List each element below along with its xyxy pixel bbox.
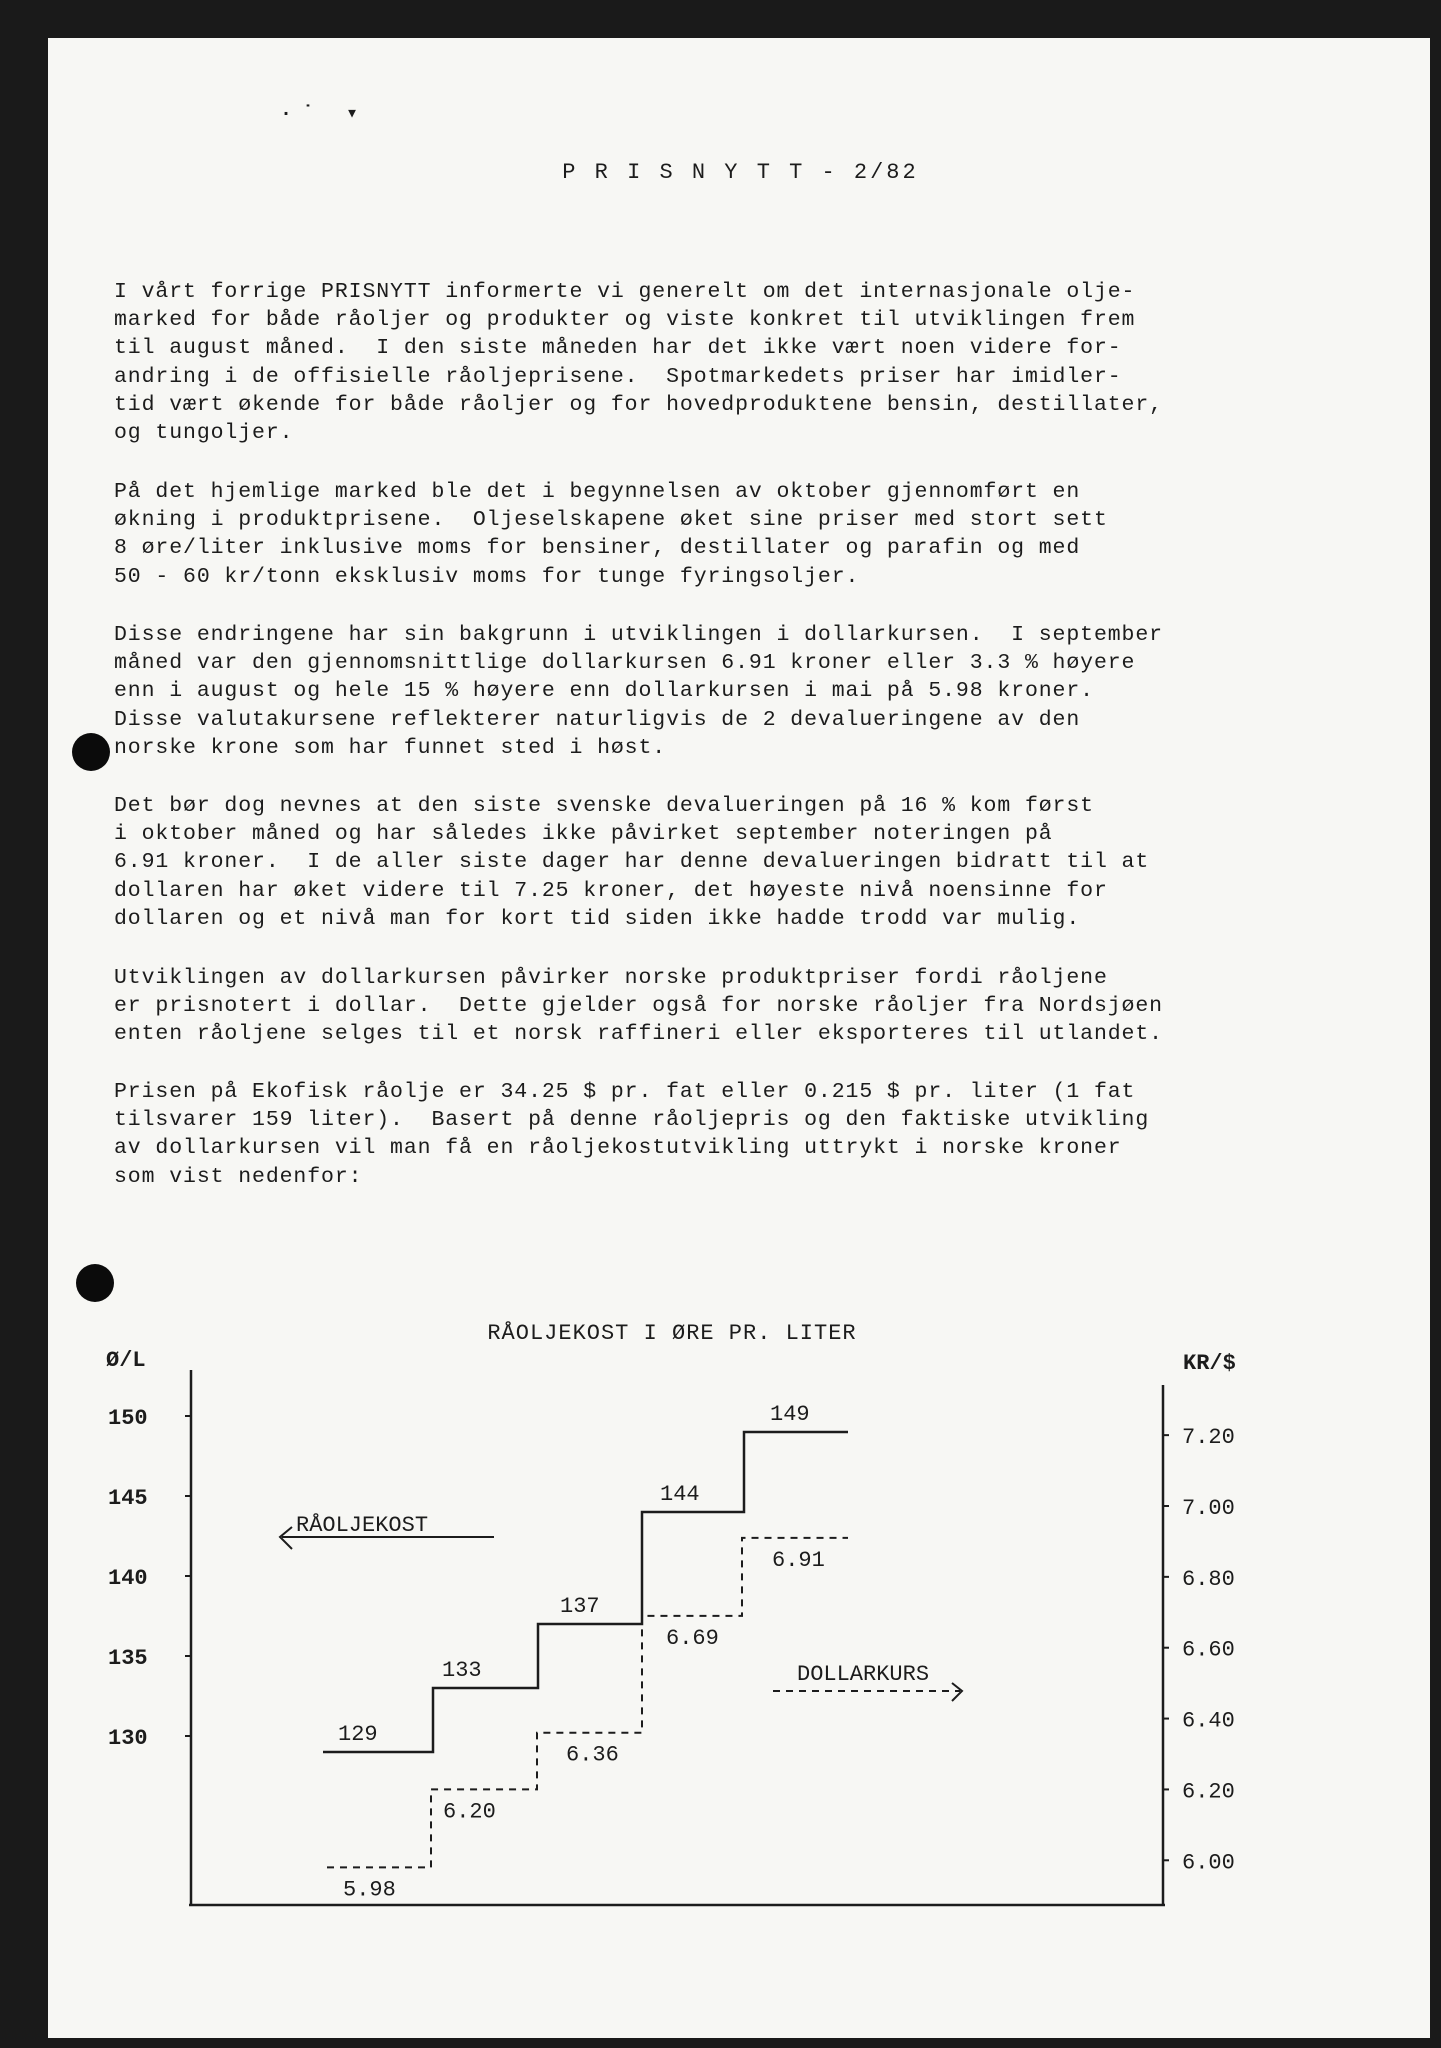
raaoljekost-legend-label: RÅOLJEKOST xyxy=(296,1513,429,1538)
raaoljekost-value-label: 129 xyxy=(338,1722,378,1747)
right-tick-label: 6.80 xyxy=(1182,1566,1235,1592)
dollarkurs-value-label: 6.91 xyxy=(772,1547,825,1573)
right-tick-label: 7.00 xyxy=(1182,1496,1235,1521)
dollarkurs-legend-label: DOLLARKURS xyxy=(797,1662,930,1687)
dollarkurs-value-label: 5.98 xyxy=(343,1877,396,1903)
left-tick-label: 140 xyxy=(108,1566,148,1591)
raaoljekost-value-label: 149 xyxy=(770,1402,810,1427)
paragraph-3: Disse endringene har sin bakgrunn i utviklingen i dollarkursen. I september måned var den gjennomsnittlige dollarkursen 6.91 kroner eller 3.3 % høyere enn i august og hele 15 % høyere enn dollarkursen i mai på 5.98 kroner. Disse valutakursene reflekterer naturligvis de 2 devalueringene av den norske krone som har funnet sted i høst. xyxy=(114,623,1163,760)
right-tick-label: 6.40 xyxy=(1182,1708,1235,1734)
dollarkurs-value-label: 6.36 xyxy=(566,1742,619,1768)
left-tick-label: 130 xyxy=(108,1726,148,1751)
left-tick-label: 135 xyxy=(108,1646,148,1671)
right-tick-label: 6.60 xyxy=(1182,1637,1235,1663)
left-tick-label: 150 xyxy=(108,1406,148,1431)
paragraph-4: Det bør dog nevnes at den siste svenske devalueringen på 16 % kom først i oktober måned og har således ikke påvirket september noteringen på 6.91 kroner. I de aller siste dager har denne devalueringen bidratt til at dollaren har øket videre til 7.25 kroner, det høyeste nivå noensinne for dollaren og et nivå man for kort tid siden ikke hadde trodd var mulig. xyxy=(114,794,1150,931)
raaoljekost-value-label: 133 xyxy=(442,1658,482,1683)
raaoljekost-step-line xyxy=(323,1432,848,1752)
paragraph-5: Utviklingen av dollarkursen påvirker norske produktpriser fordi råoljene er prisnotert i dollar. Dette gjelder også for norske råoljer fra Nordsjøen enten råoljene selges til et norsk raffineri eller eksporteres til utlandet. xyxy=(114,966,1163,1047)
right-tick-label: 7.20 xyxy=(1182,1425,1235,1451)
chart-series xyxy=(323,1402,848,1902)
left-tick-label: 145 xyxy=(108,1486,148,1511)
chart-title: RÅOLJEKOST I ØRE PR. LITER xyxy=(487,1321,857,1346)
left-axis-label: Ø/L xyxy=(106,1348,146,1373)
dollarkurs-value-label: 6.69 xyxy=(666,1625,719,1651)
raaoljekost-value-label: 137 xyxy=(560,1594,600,1619)
stray-marks: ·˙ ▾ xyxy=(280,103,369,126)
paragraph-6: Prisen på Ekofisk råolje er 34.25 $ pr. fat eller 0.215 $ pr. liter (1 fat tilsvarer 159 liter). Basert på denne råoljepris og den faktiske utvikling av dollarkursen vil man få en råoljekostutvikling uttrykt i norske kroner som vist nedenfor: xyxy=(114,1080,1150,1189)
right-tick-label: 6.20 xyxy=(1182,1779,1235,1805)
paragraph-1: I vårt forrige PRISNYTT informerte vi generelt om det internasjonale olje- marked for både råoljer og produkter og viste konkret til utviklingen frem til august måned. I den siste måneden har det ikke vært noen videre for- andring i de offisielle råoljeprisene. Spotmarkedets priser har imidler- tid vært økende for både råoljer og for hovedproduktene bensin, destillater, og tungoljer. xyxy=(114,280,1163,446)
chart-legend xyxy=(280,1512,962,1701)
dollarkurs-value-label: 6.20 xyxy=(443,1799,496,1825)
right-axis-label: KR/$ xyxy=(1183,1351,1236,1376)
raaoljekost-value-label: 144 xyxy=(660,1482,700,1507)
paragraph-2: På det hjemlige marked ble det i begynnelsen av oktober gjennomført en økning i produktprisene. Oljeselskapene øket sine priser med stort sett 8 øre/liter inklusive moms for bensiner, destillater og parafin og med 50 - 60 kr/tonn eksklusiv moms for tunge fyringsoljer. xyxy=(114,480,1108,589)
right-tick-label: 6.00 xyxy=(1182,1850,1235,1876)
dollarkurs-step-line xyxy=(327,1538,848,1867)
page-title: P R I S N Y T T - 2/82 xyxy=(562,160,919,185)
